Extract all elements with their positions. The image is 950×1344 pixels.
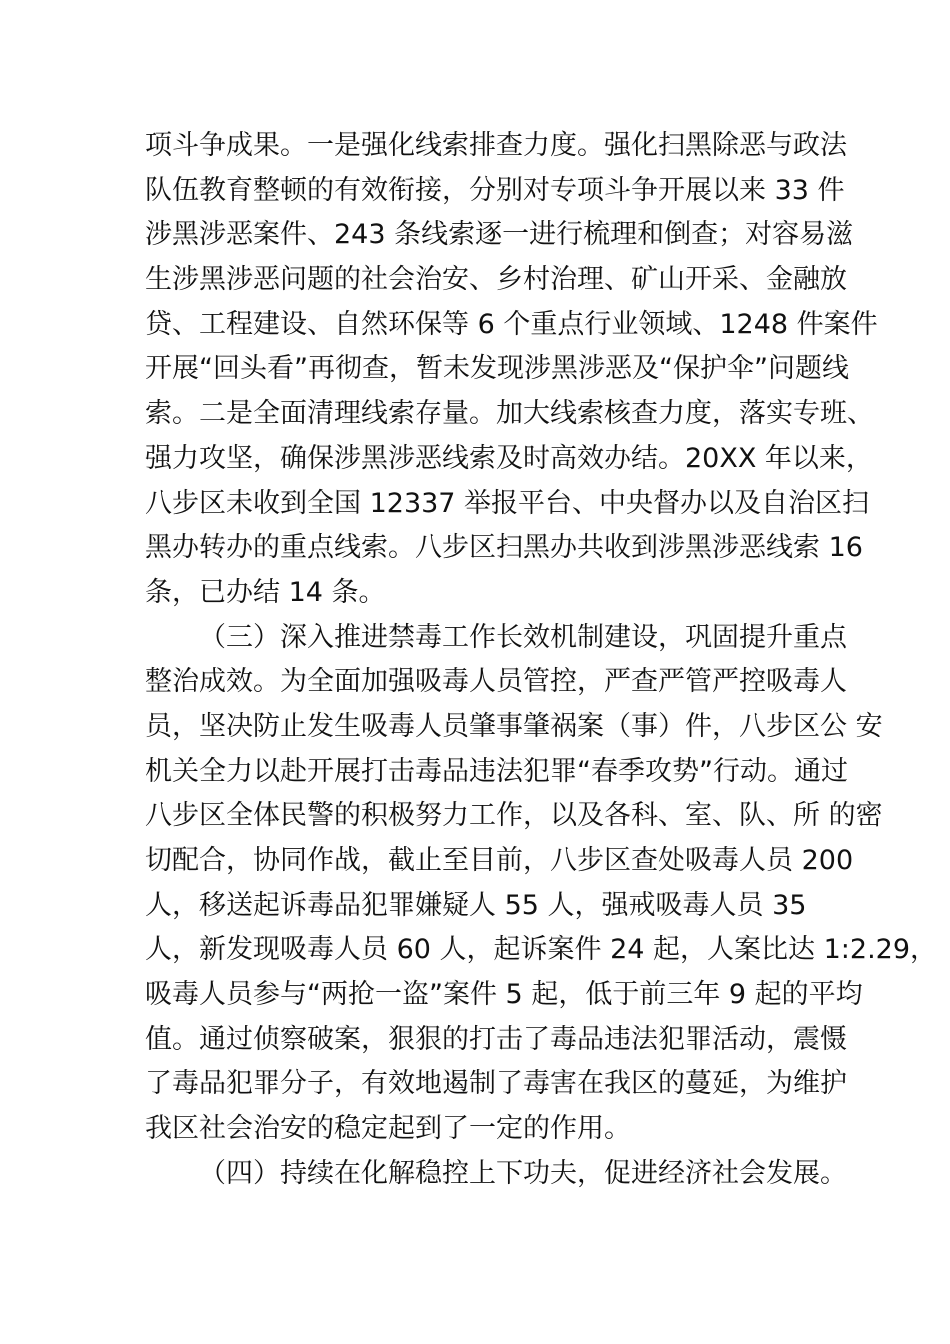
text-line: 人，新发现吸毒人员 60 人，起诉案件 24 起，人案比达 1:2.29， xyxy=(145,934,938,966)
text-line: 索。二是全面清理线索存量。加大线索核查力度，落实专班、 xyxy=(145,398,874,430)
text-line: 了毒品犯罪分子，有效地遏制了毒害在我区的蔓延，为维护 xyxy=(145,1068,847,1100)
text-line: 八步区全体民警的积极努力工作，以及各科、室、队、所 的密 xyxy=(145,800,883,832)
text-line: 强力攻坚，确保涉黑涉恶线索及时高效办结。20XX 年以来， xyxy=(145,442,873,474)
text-line: 整治成效。为全面加强吸毒人员管控，严查严管严控吸毒人 xyxy=(145,666,847,698)
text-line: 项斗争成果。一是强化线索排查力度。强化扫黑除恶与政法 xyxy=(145,130,847,161)
text-line: 机关全力以赴开展打击毒品违法犯罪“春季攻势”行动。通过 xyxy=(145,755,848,787)
text-line: 值。通过侦察破案，狠狠的打击了毒品违法犯罪活动，震慑 xyxy=(145,1023,847,1055)
text-line: 员，坚决防止发生吸毒人员肇事肇祸案（事）件，八步区公 安 xyxy=(145,710,883,742)
text-line: 贷、工程建设、自然环保等 6 个重点行业领域、1248 件案件 xyxy=(145,308,878,340)
text-line: 我区社会治安的稳定起到了一定的作用。 xyxy=(145,1113,631,1145)
text-line: 涉黑涉恶案件、243 条线索逐一进行梳理和倒查；对容易滋 xyxy=(145,219,854,251)
text-line: 八步区未收到全国 12337 举报平台、中央督办以及自治区扫 xyxy=(145,487,870,519)
text-line: 人，移送起诉毒品犯罪嫌疑人 55 人，强戒吸毒人员 35 xyxy=(145,889,807,921)
text-line: 吸毒人员参与“两抢一盗”案件 5 起，低于前三年 9 起的平均 xyxy=(145,979,863,1011)
text-line: 黑办转办的重点线索。八步区扫黑办共收到涉黑涉恶线索 16 xyxy=(145,532,863,564)
text-line: 条，已办结 14 条。 xyxy=(145,576,386,608)
text-line: 开展“回头看”再彻查，暂未发现涉黑涉恶及“保护伞”问题线 xyxy=(145,353,849,385)
text-line: 队伍教育整顿的有效衔接，分别对专项斗争开展以来 33 件 xyxy=(145,174,845,206)
section-heading-line: （三）深入推进禁毒工作长效机制建设，巩固提升重点 xyxy=(199,621,847,653)
body-text xyxy=(145,124,938,1197)
section-heading-line: （四）持续在化解稳控上下功夫，促进经济社会发展。 xyxy=(199,1157,847,1189)
text-line: 切配合，协同作战，截止至目前，八步区查处吸毒人员 200 xyxy=(145,845,854,876)
text-line: 生涉黑涉恶问题的社会治安、乡村治理、矿山开采、金融放 xyxy=(145,264,847,296)
